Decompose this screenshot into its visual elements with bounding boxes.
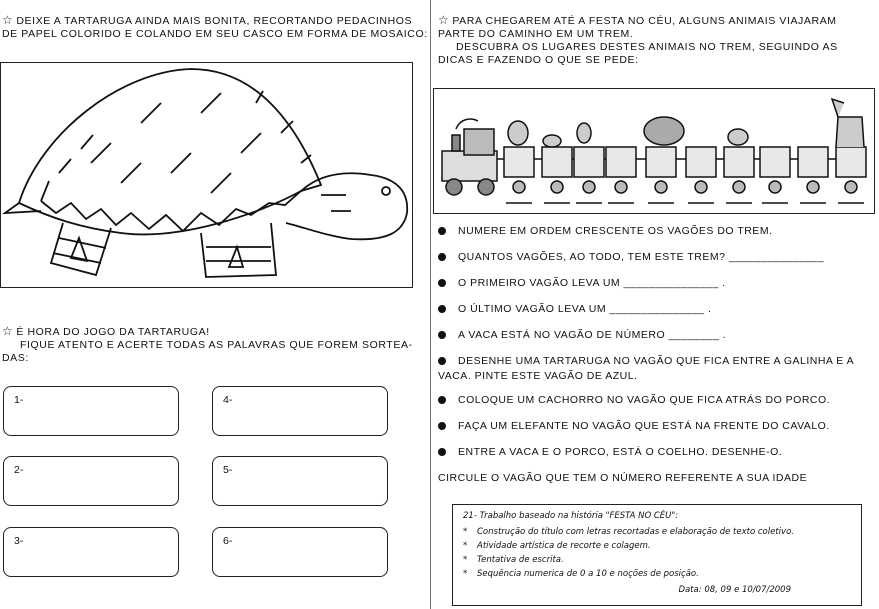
instruction-train: [438, 14, 866, 67]
answer-box-4[interactable]: [212, 386, 388, 436]
answer-box-label: 4-: [223, 394, 233, 406]
instruction-train-line4: DICAS E FAZENDO O QUE SE PEDE:: [438, 54, 639, 66]
teacher-notes-box: [452, 504, 862, 606]
instruction-game-line3: DAS:: [2, 352, 29, 364]
notes-item: Construção do título com letras recortadas e elaboração de texto coletivo.: [477, 527, 794, 537]
instruction-train-line1: PARA CHEGAREM ATÉ A FESTA NO CÉU, ALGUNS ANIMAIS VIAJARAM: [452, 15, 837, 27]
answer-box-label: 3-: [14, 535, 24, 547]
notes-item: Tentativa de escrita.: [477, 555, 564, 565]
task-text: ENTRE A VACA E O PORCO, ESTÁ O COELHO. DESENHE-O.: [458, 446, 783, 458]
task-3: [438, 277, 726, 289]
cow-icon: [644, 117, 684, 145]
bullet-icon: [438, 279, 446, 287]
instruction-game-line1: É HORA DO JOGO DA TARTARUGA!: [16, 326, 210, 338]
notes-item: Atividade artística de recorte e colagem.: [477, 541, 651, 551]
instruction-game-line2: FIQUE ATENTO E ACERTE TODAS AS PALAVRAS QUE FOREM SORTEA-: [20, 339, 413, 351]
answer-box-5[interactable]: [212, 456, 388, 506]
answer-box-3[interactable]: [3, 527, 179, 577]
notes-title: 21- Trabalho baseado na história "FESTA NO CÉU":: [463, 511, 679, 521]
task-text: COLOQUE UM CACHORRO NO VAGÃO QUE FICA ATRÁS DO PORCO.: [458, 394, 831, 406]
task-text: QUANTOS VAGÕES, AO TODO, TEM ESTE TREM? _______________: [458, 251, 824, 263]
notes-bullet-icon: *: [463, 555, 468, 565]
cat-icon: [508, 121, 528, 145]
task-8: [438, 420, 830, 432]
instruction-mosaic-line1: DEIXE A TARTARUGA AINDA MAIS BONITA, RECORTANDO PEDACINHOS: [16, 15, 413, 27]
star-icon: ☆: [2, 13, 14, 27]
answer-box-label: 2-: [14, 464, 24, 476]
task-10: [438, 472, 807, 484]
instruction-game: [2, 325, 413, 365]
instruction-mosaic: [2, 14, 428, 41]
task-1: [438, 225, 772, 237]
notes-date: Data: 08, 09 e 10/07/2009: [678, 585, 791, 595]
task-text: CIRCULE O VAGÃO QUE TEM O NÚMERO REFERENTE A SUA IDADE: [438, 472, 808, 484]
notes-item: Sequência numerica de 0 a 10 e noções de posição.: [477, 569, 699, 579]
bullet-icon: [438, 305, 446, 313]
bullet-icon: [438, 422, 446, 430]
bullet-icon: [438, 253, 446, 261]
task-text: VACA. PINTE ESTE VAGÃO DE AZUL.: [438, 370, 638, 382]
pig-icon: [728, 129, 748, 145]
locomotive-icon: [442, 119, 497, 195]
instruction-mosaic-line2: DE PAPEL COLORIDO E COLANDO EM SEU CASCO EM FORMA DE MOSAICO:: [2, 28, 428, 40]
task-text: DESENHE UMA TARTARUGA NO VAGÃO QUE FICA ENTRE A GALINHA E A: [458, 355, 855, 367]
notes-bullet-icon: *: [463, 541, 468, 551]
answer-box-label: 1-: [14, 394, 24, 406]
page-divider: [430, 0, 431, 609]
answer-box-2[interactable]: [3, 456, 179, 506]
bullet-icon: [438, 227, 446, 235]
turtle-drawing-frame: [0, 62, 413, 288]
rooster-icon: [577, 123, 591, 143]
turtle-illustration: [1, 63, 412, 287]
task-6-cont: [438, 370, 638, 382]
answer-box-label: 6-: [223, 535, 233, 547]
train-illustration: [434, 89, 874, 213]
train-illustration-frame: [433, 88, 875, 214]
answer-box-label: 5-: [223, 464, 233, 476]
duck-icon: [543, 135, 561, 147]
task-4: [438, 303, 711, 315]
task-text: O ÚLTIMO VAGÃO LEVA UM _______________ .: [458, 303, 712, 315]
notes-bullet-icon: *: [463, 527, 468, 537]
task-text: FAÇA UM ELEFANTE NO VAGÃO QUE ESTÁ NA FRENTE DO CAVALO.: [458, 420, 830, 432]
task-text: A VACA ESTÁ NO VAGÃO DE NÚMERO ________ .: [458, 329, 727, 341]
task-7: [438, 394, 830, 406]
task-9: [438, 446, 782, 458]
horse-icon: [832, 99, 864, 147]
instruction-train-line2: PARTE DO CAMINHO EM UM TREM.: [438, 28, 634, 40]
star-icon: ☆: [2, 324, 14, 338]
star-icon: ☆: [438, 13, 450, 27]
task-text: NUMERE EM ORDEM CRESCENTE OS VAGÕES DO TREM.: [458, 225, 773, 237]
task-2: [438, 251, 824, 263]
bullet-icon: [438, 396, 446, 404]
bullet-icon: [438, 357, 446, 365]
notes-bullet-icon: *: [463, 569, 468, 579]
answer-box-1[interactable]: [3, 386, 179, 436]
bullet-icon: [438, 331, 446, 339]
answer-box-6[interactable]: [212, 527, 388, 577]
task-6: [438, 355, 854, 367]
bullet-icon: [438, 448, 446, 456]
task-text: O PRIMEIRO VAGÃO LEVA UM _______________ .: [458, 277, 726, 289]
task-5: [438, 329, 726, 341]
instruction-train-line3: DESCUBRA OS LUGARES DESTES ANIMAIS NO TREM, SEGUINDO AS: [456, 41, 838, 53]
